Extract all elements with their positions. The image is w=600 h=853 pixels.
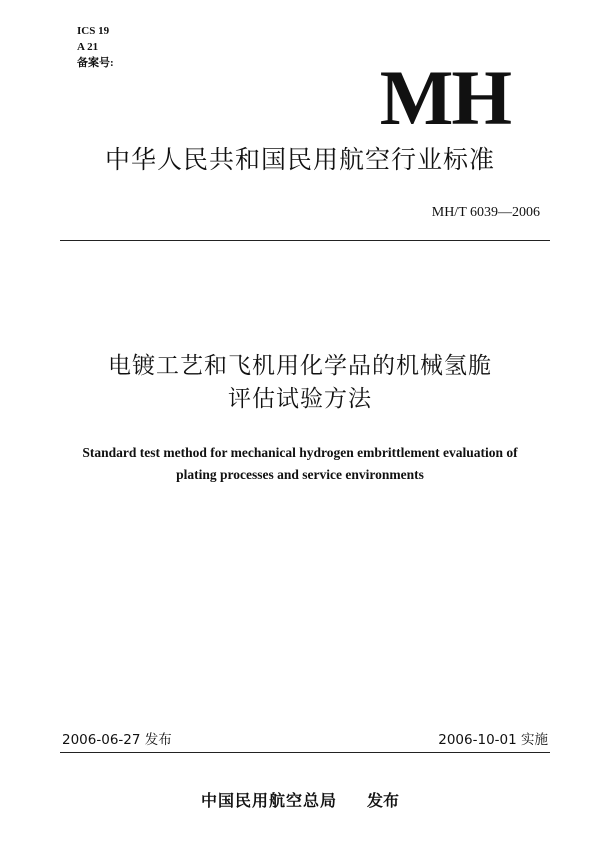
document-title-cn-line2: 评估试验方法 [228,386,372,412]
document-title-en-line1: Standard test method for mechanical hydrogen embrittlement evaluation of [82,445,518,460]
document-title-cn-line1: 电镀工艺和飞机用化学品的机械氢脆 [108,353,492,379]
document-title-en-line2: plating processes and service environments [176,467,424,482]
issuer-action: 发布 [367,791,400,810]
standard-organization-title: 中华人民共和国民用航空行业标准 [104,145,495,174]
mh-logo: MH [379,54,510,141]
classification-code: A 21 [77,41,99,53]
standard-code: MH/T 6039—2006 [431,205,540,220]
issue-date: 2006-06-27 发布 [62,732,172,748]
ics-code: ICS 19 [77,25,110,37]
top-divider [60,240,550,241]
issuer-line [0,790,600,812]
issuer-organization: 中国民用航空总局 [200,791,337,810]
bottom-divider [60,752,550,753]
implementation-date: 2006-10-01 实施 [438,732,548,748]
record-number-label: 备案号: [77,57,114,69]
